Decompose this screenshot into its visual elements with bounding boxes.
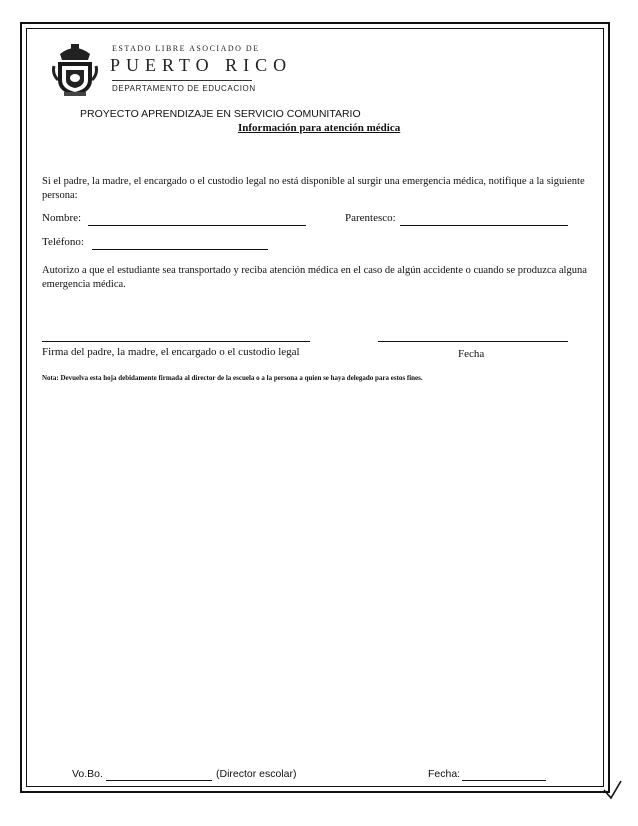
agency-name: PUERTO RICO (110, 55, 293, 75)
return-note: Nota: Devuelva esta hoja debidamente firmada al director de la escuela o a la persona a quien se haya delegado para estos fines. (42, 374, 423, 382)
project-title: PROYECTO APRENDIZAJE EN SERVICIO COMUNITARIO (80, 108, 361, 120)
authorization-text: Autorizo a que el estudiante sea transportado y reciba atención médica en el caso de algún accidente o cuando se produzca alguna emergencia médica. (42, 265, 587, 290)
phone-field-line[interactable] (92, 249, 268, 250)
agency-top-line: ESTADO LIBRE ASOCIADO DE (112, 44, 260, 53)
puerto-rico-seal-icon (52, 40, 98, 98)
checkmark-icon (600, 778, 624, 802)
director-label: (Director escolar) (216, 768, 297, 780)
vobo-signature-line[interactable] (106, 780, 212, 781)
department-name: DEPARTAMENTO DE EDUCACION (112, 84, 256, 93)
date-label: Fecha (458, 348, 485, 360)
vobo-label: Vo.Bo. (72, 768, 103, 780)
phone-label: Teléfono: (42, 236, 84, 248)
footer-date-label: Fecha: (428, 768, 461, 780)
name-field-line[interactable] (88, 225, 306, 226)
relation-label: Parentesco: (345, 212, 396, 224)
agency-divider (112, 80, 252, 81)
name-label: Nombre: (42, 212, 82, 224)
instruction-text: Si el padre, la madre, el encargado o el custodio legal no está disponible al surgir una emergencia médica, notifique a la siguiente persona: (42, 176, 585, 201)
page-border-inner (26, 28, 604, 787)
document-title: Información para atención médica (238, 122, 401, 134)
signature-label: Firma del padre, la madre, el encargado o el custodio legal (42, 346, 300, 358)
date-line[interactable] (378, 341, 568, 342)
relation-field-line[interactable] (400, 225, 568, 226)
signature-line[interactable] (42, 341, 310, 342)
footer-date-line[interactable] (462, 780, 546, 781)
